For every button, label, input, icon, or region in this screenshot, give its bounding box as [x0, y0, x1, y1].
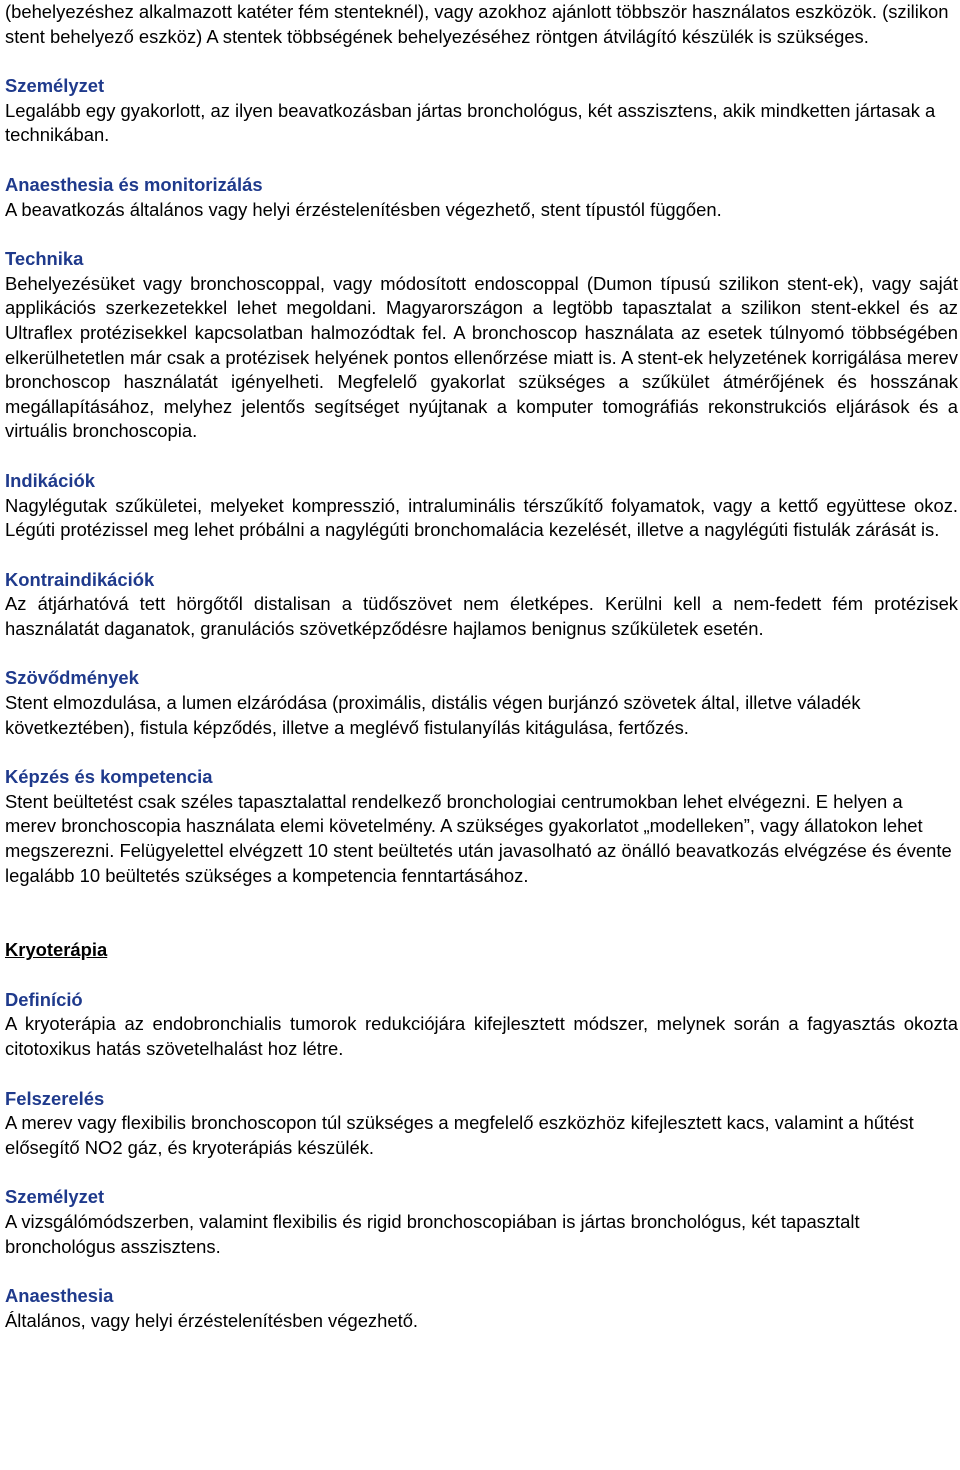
section-body: Nagylégutak szűkületei, melyeket kompresszió, intraluminális térszűkítő folyamatok, vagy a kettő együttese okoz. Légúti protézissel meg lehet próbálni a nagylégúti bronchomalácia kezelését, illetve a nagylégúti fistulák zárását is. — [5, 494, 958, 541]
section-heading: Képzés és kompetencia — [5, 766, 213, 788]
section-szemelyzet — [5, 74, 958, 148]
section-kontraindikaciok — [5, 568, 958, 642]
section-definicio — [5, 988, 958, 1062]
section-heading: Személyzet — [5, 1186, 105, 1208]
section-heading: Anaesthesia — [5, 1285, 114, 1307]
section-heading: Definíció — [5, 988, 83, 1010]
section-kepzes-kompetencia — [5, 765, 958, 888]
section-body: A merev vagy flexibilis bronchoscopon túl szükséges a megfelelő eszközhöz kifejlesztett kacs, valamint a hűtést elősegítő NO2 gáz, és kryoterápiás készülék. — [5, 1112, 914, 1158]
section-body: Stent elmozdulása, a lumen elzáródása (proximális, distális végen burjánzó szövetek által, illetve váladék következtében), fistula képződés, illetve a meglévő fistulanyílás kitágulása, fertőzés. — [5, 692, 861, 738]
section-body: Az átjárhatóvá tett hörgőtől distalisan a tüdőszövet nem életképes. Kerülni kell a nem-fedett fém protézisek használatát daganatok, granulációs szövetképződésre hajlamos benignus szűkületek esetén. — [5, 593, 958, 639]
section-heading: Anaesthesia és monitorizálás — [5, 173, 263, 195]
section-body: Legalább egy gyakorlott, az ilyen beavatkozásban jártas bronchológus, két asszisztens, akik mindketten jártasak a technikában. — [5, 99, 936, 146]
intro-paragraph: (behelyezéshez alkalmazott katéter fém stenteknél), vagy azokhoz ajánlott többször használatos eszközök. (szilikon stent behelyező eszköz) A stentek többségének behelyezéséhez röntgen átvilágító készülék is szükséges. — [5, 1, 949, 47]
section-felszereles — [5, 1087, 958, 1161]
section-body: A vizsgálómódszerben, valamint flexibilis és rigid bronchoscopiában is jártas bronchológus, két tapasztalt bronchológus asszisztens. — [5, 1210, 860, 1257]
section-body: A beavatkozás általános vagy helyi érzéstelenítésben végezhető, stent típustól függően. — [5, 198, 722, 220]
section-technika — [5, 247, 958, 444]
section-heading: Technika — [5, 248, 84, 270]
section-heading: Felszerelés — [5, 1087, 105, 1109]
section-anaesthesia-monitorizalas — [5, 173, 958, 222]
section-body: Behelyezésüket vagy bronchoscoppal, vagy módosított endoscoppal (Dumon típusú szilikon stent-ek), vagy saját applikációs szerkezetekkel lehet megoldani. Magyarországon a legtöbb tapasztalat a szilikon stent-ekkel és az Ultraflex protézisekkel kapcsolatban halmozódtak fel. A bronchoscop használata az esetek túlnyomó többségében elkerülhetetlen már csak a protézisek helyének pontos ellenőrzése miatt is. A stent-ek helyzetének korrigálása merev bronchoscop használatát igényelheti. Megfelelő gyakorlat szükséges a szűkület átmérőjének és hosszának megállapításához, melyhez jelentős segítséget nyújtanak a komputer tomográfiás rekonstrukciós eljárások és a virtuális bronchoscopia. — [5, 272, 958, 442]
section-heading: Kontraindikációk — [5, 568, 155, 590]
section-indikaciok — [5, 469, 958, 543]
section-body: Stent beültetést csak széles tapasztalattal rendelkező bronchologiai centrumokban lehet elvégezni. E helyen a merev bronchoscopia használata elemi követelmény. A szükséges gyakorlatot „modelleken”, vagy állatokon lehet megszerezni. Felügyelettel elvégzett 10 stent beültetés után javasolható az önálló beavatkozás elvégzése és évente legalább 10 beültetés szükséges a kompetencia fenntartásához. — [5, 790, 952, 886]
section-body: Általános, vagy helyi érzéstelenítésben végezhető. — [5, 1309, 419, 1331]
kryoterapia-title: Kryoterápia — [5, 939, 108, 961]
section-body: A kryoterápia az endobronchialis tumorok redukciójára kifejlesztett módszer, melynek során a fagyasztás okozta citotoxikus hatás szövetelhalást hoz létre. — [5, 1013, 958, 1059]
section-anaesthesia-kryo — [5, 1284, 958, 1333]
section-szemelyzet-kryo — [5, 1185, 958, 1259]
section-heading: Indikációk — [5, 469, 95, 491]
section-heading: Személyzet — [5, 75, 105, 97]
section-heading: Szövődmények — [5, 667, 139, 689]
section-szovodmenyek — [5, 666, 958, 740]
